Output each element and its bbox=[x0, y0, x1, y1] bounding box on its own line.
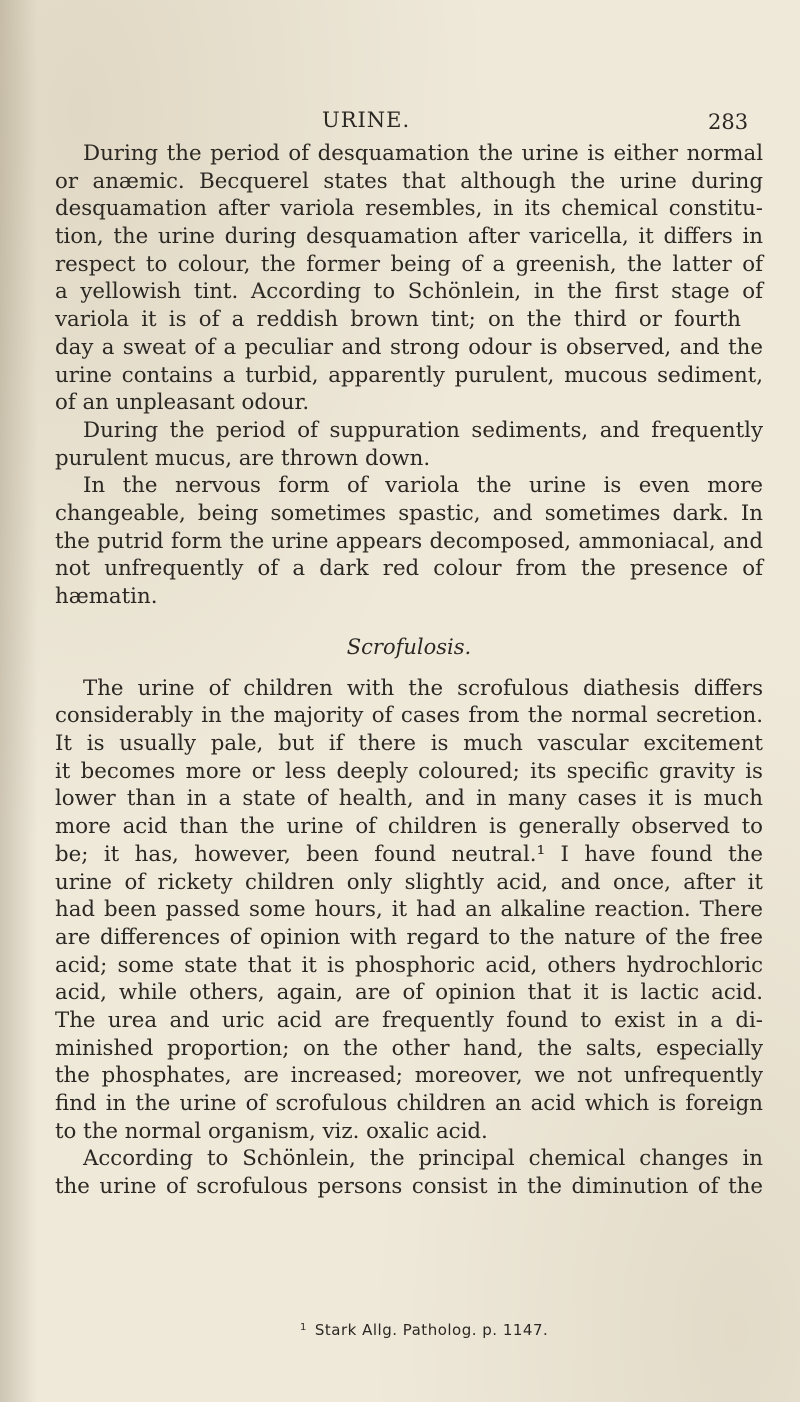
text-line: considerably in the majority of cases from the normal secretion. bbox=[55, 703, 763, 729]
section-heading: Scrofulosis. bbox=[346, 634, 472, 659]
text-line: The urine of children with the scrofulous diathesis differs bbox=[83, 675, 763, 701]
text-line: During the period of desquamation the urine is either normal bbox=[83, 141, 763, 166]
footnote-text: Stark Allg. Patholog. p. 1147. bbox=[314, 1321, 549, 1339]
text-line: acid, while others, again, are of opinion that it is lactic acid. bbox=[55, 980, 763, 1006]
text-line: day a sweat of a peculiar and strong odour is observed, and the bbox=[55, 334, 763, 360]
running-title: URINE. bbox=[322, 108, 411, 132]
text-line: are differences of opinion with regard to the nature of the free bbox=[55, 924, 763, 950]
text-line: lower than in a state of health, and in many cases it is much bbox=[55, 786, 763, 812]
text-line: the urine of scrofulous persons consist in the diminution of the bbox=[55, 1174, 763, 1200]
text-line: changeable, being sometimes spastic, and sometimes dark. In bbox=[55, 500, 763, 526]
text-line: it becomes more or less deeply coloured; its specific gravity is bbox=[55, 758, 763, 784]
text-line: a yellowish tint. According to Schönlein, in the first stage of bbox=[55, 279, 763, 305]
paragraph bbox=[55, 140, 763, 417]
text-line: It is usually pale, but if there is much vascular excitement bbox=[55, 731, 763, 757]
footnote-marker: 1 bbox=[300, 1322, 307, 1333]
body-text bbox=[55, 140, 763, 1201]
footnote bbox=[300, 1321, 548, 1339]
text-line: of an unpleasant odour. bbox=[55, 390, 310, 416]
text-line: urine of rickety children only slightly acid, and once, after it bbox=[55, 869, 763, 895]
binding-shadow bbox=[0, 0, 38, 1402]
text-line: tion, the urine during desquamation after varicella, it differs in bbox=[55, 224, 763, 250]
text-line: acid; some state that it is phosphoric acid, others hydrochloric bbox=[55, 952, 763, 978]
paragraph bbox=[55, 417, 763, 472]
text-line: not unfrequently of a dark red colour from the presence of bbox=[55, 556, 763, 582]
text-line: find in the urine of scrofulous children an acid which is foreign bbox=[55, 1091, 763, 1116]
running-head bbox=[0, 108, 800, 138]
text-line: According to Schönlein, the principal chemical changes in bbox=[83, 1146, 763, 1172]
text-line: respect to colour, the former being of a greenish, the latter of bbox=[55, 251, 763, 277]
page-number: 283 bbox=[708, 110, 749, 134]
text-line: desquamation after variola resembles, in its chemical constitu- bbox=[55, 196, 763, 222]
text-line: the phosphates, are increased; moreover, we not unfrequently bbox=[55, 1063, 763, 1089]
text-line: variola it is of a reddish brown tint; on the third or fourth bbox=[55, 307, 741, 333]
paragraph bbox=[55, 675, 763, 1146]
text-line: In the nervous form of variola the urine is even more bbox=[83, 473, 763, 499]
paragraph bbox=[55, 1145, 763, 1200]
text-line: minished proportion; on the other hand, the salts, especially bbox=[55, 1035, 763, 1061]
text-line: the putrid form the urine appears decomposed, ammoniacal, and bbox=[55, 528, 763, 554]
text-line: The urea and uric acid are frequently found to exist in a di- bbox=[55, 1007, 763, 1033]
text-line: urine contains a turbid, apparently purulent, mucous sediment, bbox=[55, 362, 763, 388]
text-line: hæmatin. bbox=[55, 584, 158, 609]
paragraph bbox=[55, 472, 763, 610]
text-line: to the normal organism, viz. oxalic acid. bbox=[55, 1118, 488, 1144]
text-line: During the period of suppuration sediments, and frequently bbox=[83, 417, 763, 443]
text-line: more acid than the urine of children is generally observed to bbox=[55, 814, 763, 840]
text-line: or anæmic. Becquerel states that although the urine during bbox=[55, 168, 763, 194]
text-line: purulent mucus, are thrown down. bbox=[55, 445, 431, 471]
text-line: had been passed some hours, it had an alkaline reaction. There bbox=[55, 897, 763, 923]
text-line: be; it has, however, been found neutral.¹ I have found the bbox=[55, 841, 763, 867]
